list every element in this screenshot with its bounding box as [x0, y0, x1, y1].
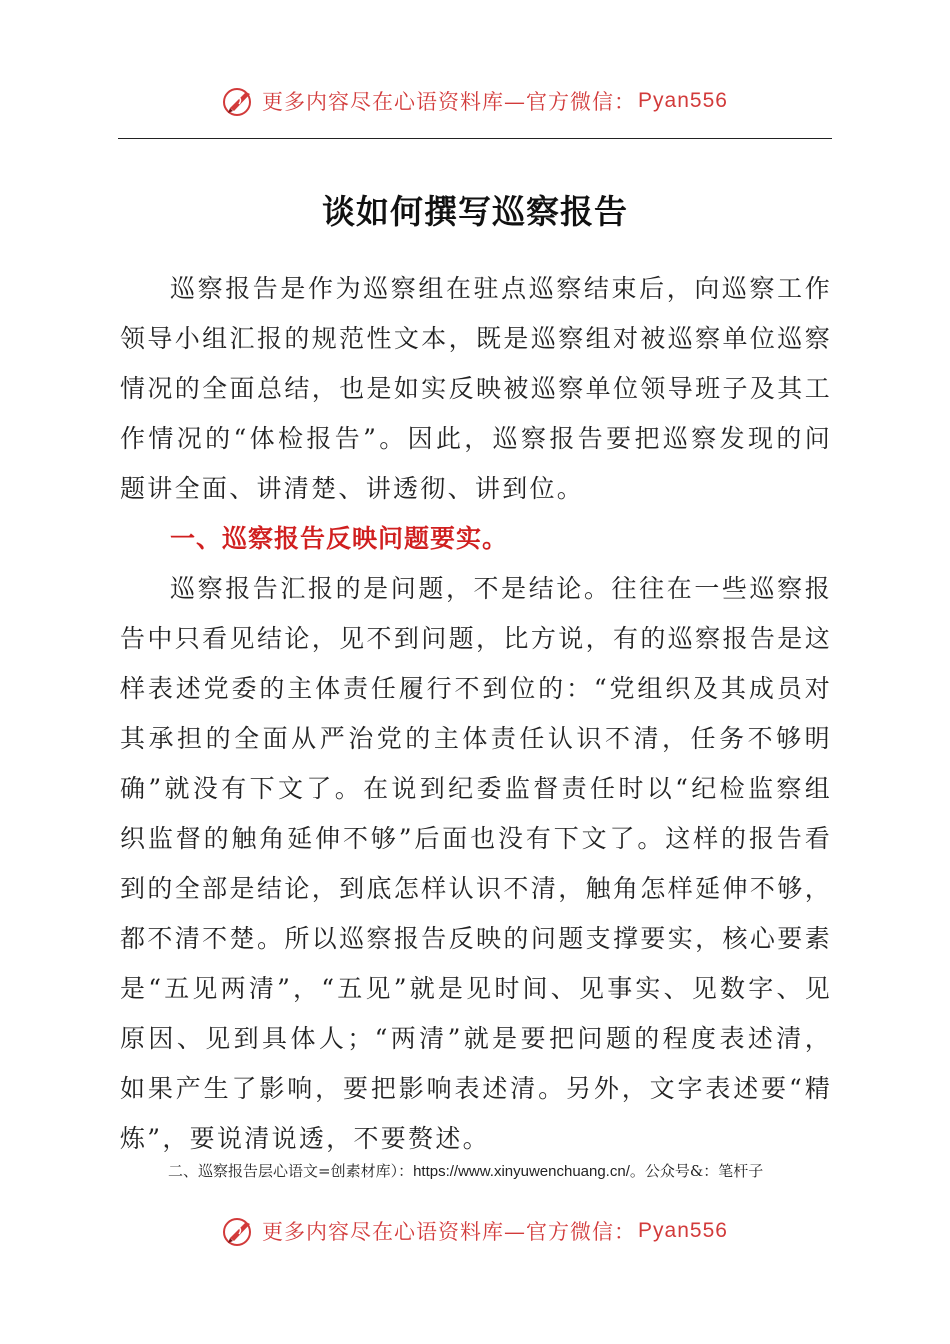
watermark-text: 更多内容尽在心语资料库—官方微信：	[262, 90, 637, 114]
pen-logo-icon	[222, 1214, 256, 1248]
footnote-line	[168, 1160, 848, 1181]
pen-logo-icon	[222, 84, 256, 118]
watermark-wechat-id: Pyan556	[638, 89, 728, 112]
document-title: 谈如何撰写巡察报告	[322, 192, 628, 231]
paragraph-intro: 巡察报告是作为巡察组在驻点巡察结束后，向巡察工作领导小组汇报的规范性文本，既是巡察组对被巡察单位巡察情况的全面总结，也是如实反映被巡察单位领导班子及其工作情况的“体检报告”。因此，巡察报告要把巡察发现的问题讲全面、讲清楚、讲透彻、讲到位。	[120, 274, 832, 503]
watermark-text: 更多内容尽在心语资料库—官方微信：	[262, 1220, 637, 1244]
footnote-url[interactable]: https://www.xinyuwenchuang.cn/	[413, 1163, 630, 1180]
watermark-wechat-id: Pyan556	[638, 1219, 728, 1242]
footnote-prefix: 二、巡察报告层心语文=创素材库）：	[168, 1162, 414, 1180]
header-divider	[118, 138, 832, 139]
paragraph-section-1: 巡察报告汇报的是问题，不是结论。往往在一些巡察报告中只看见结论，见不到问题，比方说，有的巡察报告是这样表述党委的主体责任履行不到位的：“党组织及其成员对其承担的全面从严治党的主体责任认识不清，任务不够明确”就没有下文了。在说到纪委监督责任时以“纪检监察组织监督的触角延伸不够”后面也没有下文了。这样的报告看到的全部是结论，到底怎样认识不清，触角怎样延伸不够，都不清不楚。所以巡察报告反映的问题支撑要实，核心要素是“五见两清”，“五见”就是见时间、见事实、见数字、见原因、见到具体人；“两清”就是要把问题的程度表述清，如果产生了影响，要把影响表述清。另外，文字表述要“精炼”，要说清说透，不要赘述。	[120, 574, 832, 1153]
header-watermark	[0, 84, 950, 118]
footnote-suffix: 。公众号&：笔杆子	[629, 1162, 764, 1180]
footer-watermark	[0, 1214, 950, 1248]
section-heading-1: 一、巡察报告反映问题要实。	[170, 524, 509, 553]
document-body	[120, 264, 832, 1164]
